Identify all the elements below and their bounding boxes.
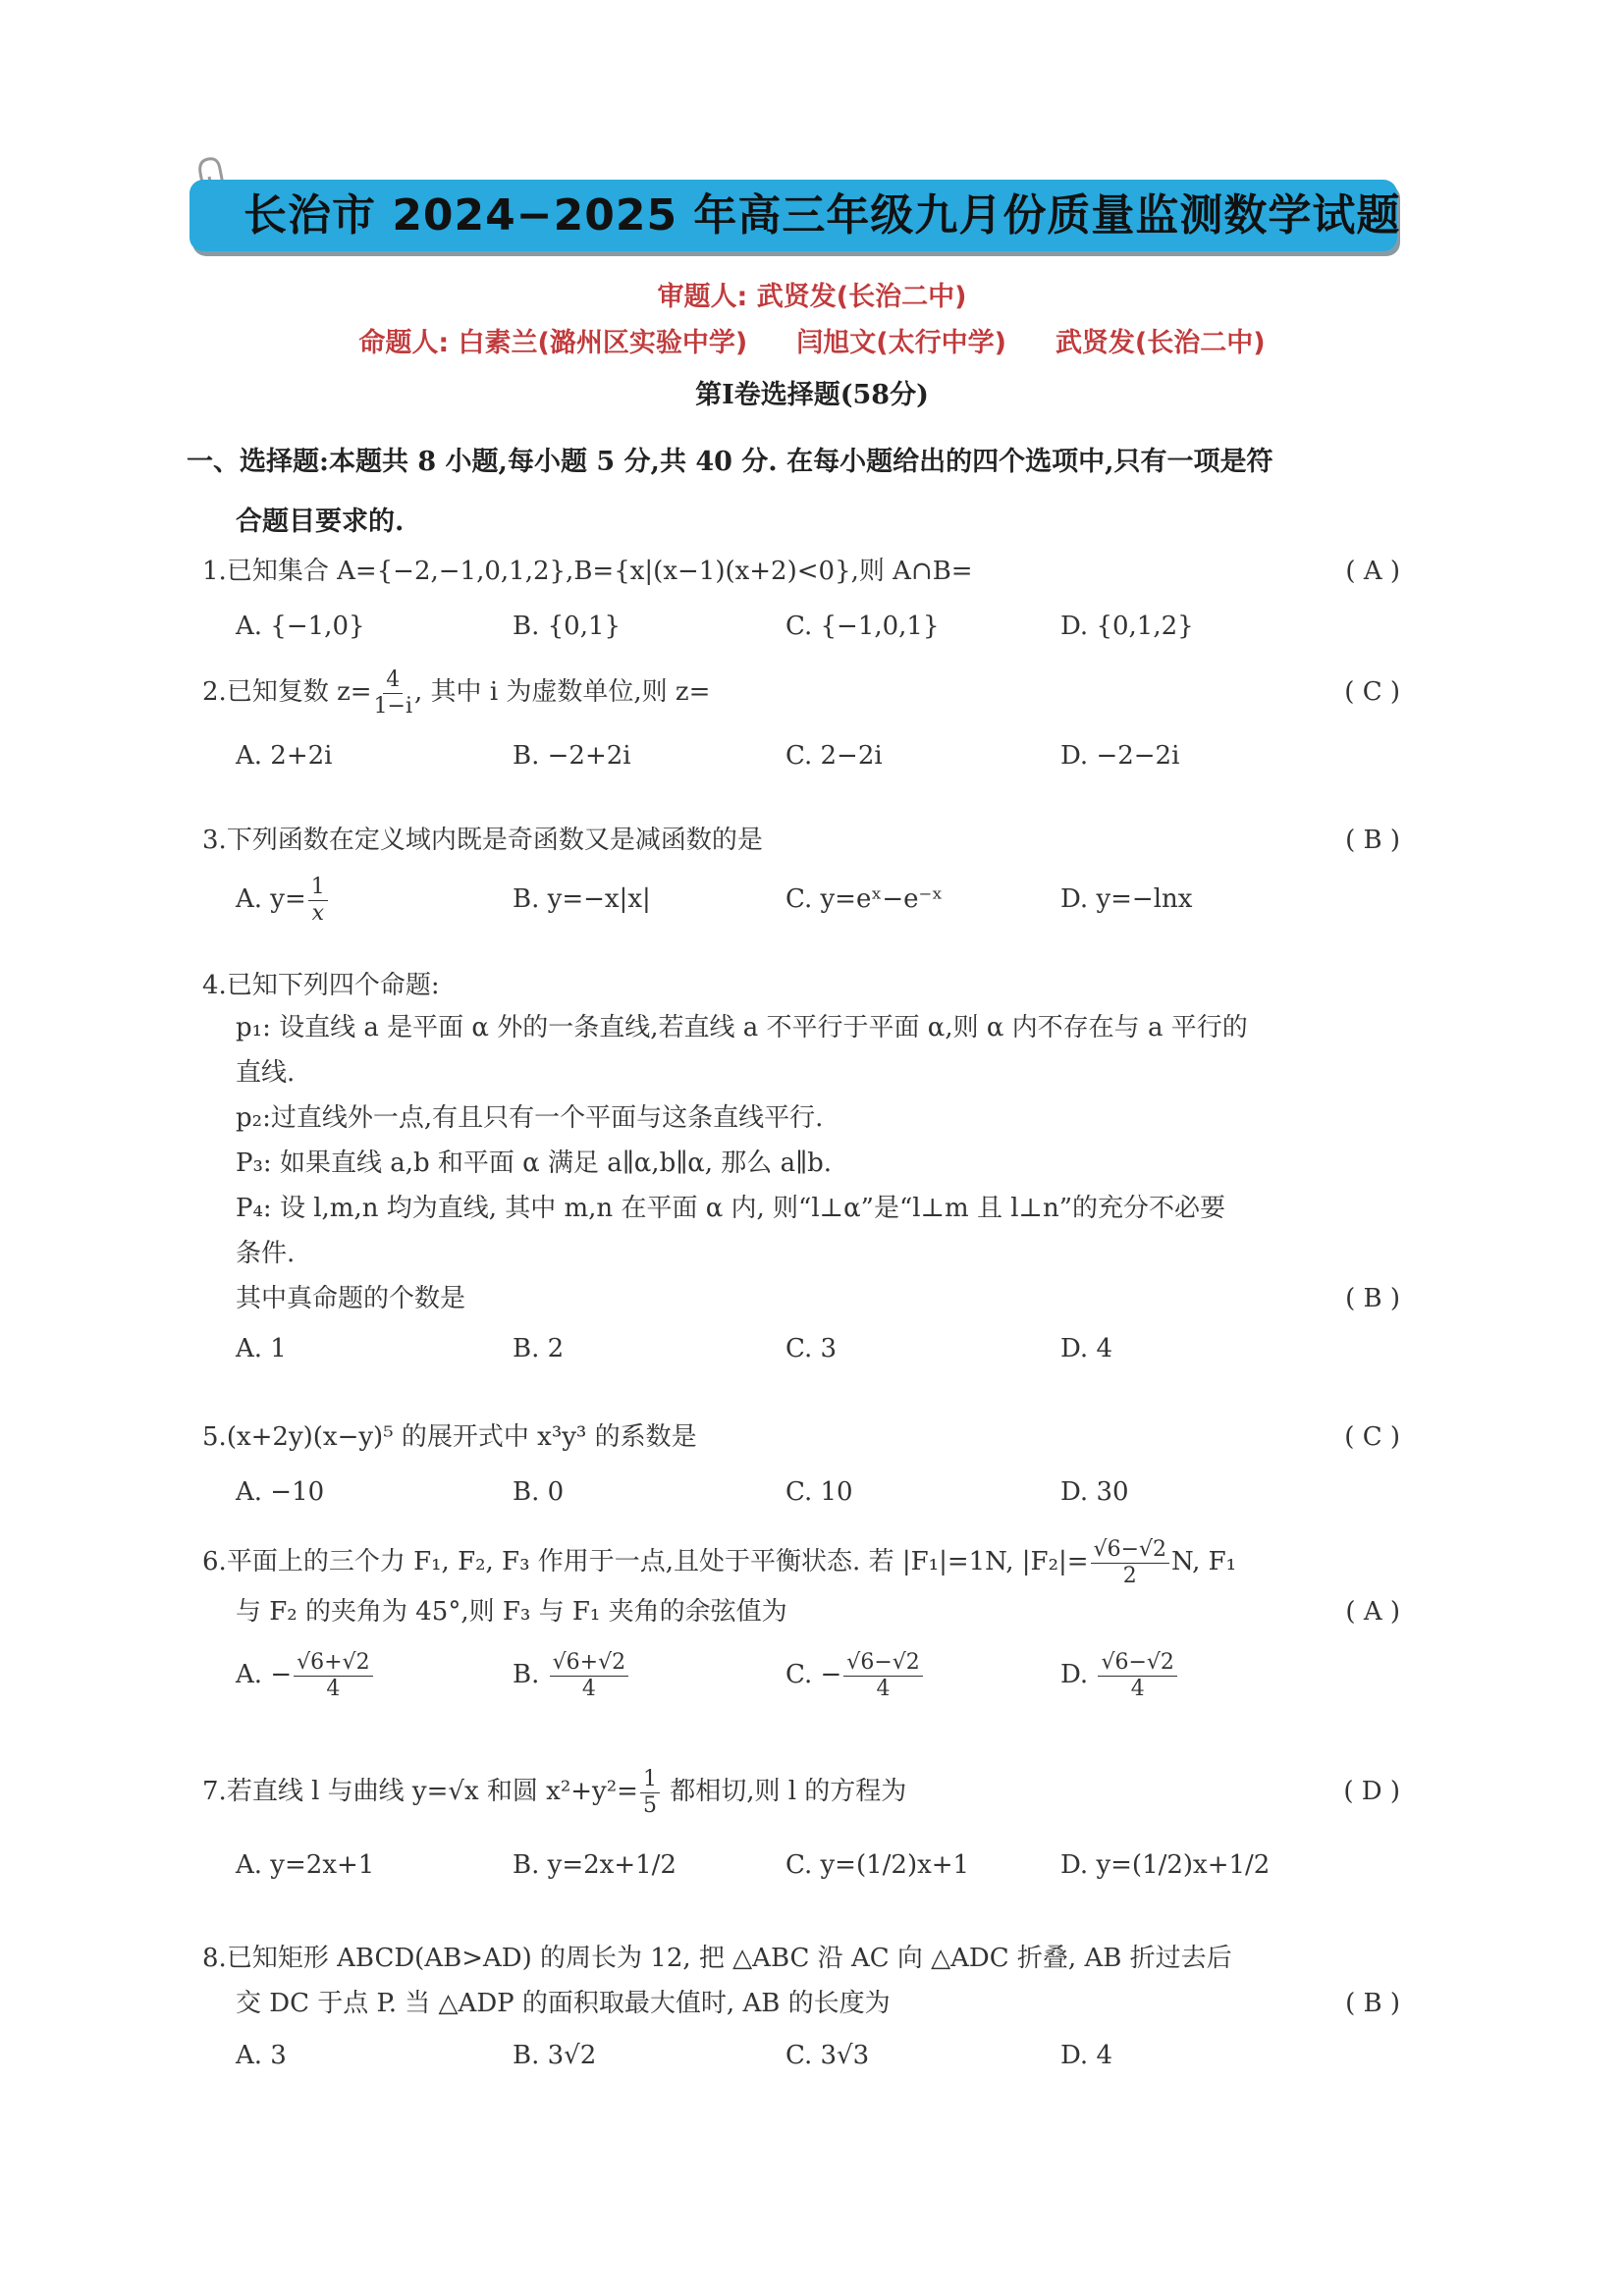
denominator: 4 <box>326 1676 341 1701</box>
option-a: A. 2+2i <box>236 741 333 771</box>
option-d: D. −2−2i <box>1060 741 1180 771</box>
question-stem-cont: N, F₁ <box>1171 1547 1237 1576</box>
question-stem: 已知集合 A={−2,−1,0,1,2},B={x|(x−1)(x+2)<0},则 A∩B= <box>226 557 973 586</box>
option-a <box>236 1645 375 1704</box>
question-2 <box>202 664 1400 777</box>
fraction <box>1098 1650 1176 1702</box>
option-d: D. 30 <box>1060 1477 1129 1507</box>
option-c: C. {−1,0,1} <box>785 612 940 641</box>
fraction <box>1091 1537 1169 1589</box>
option-c: C. y=(1/2)x+1 <box>785 1850 970 1880</box>
option-a: A. y=2x+1 <box>236 1850 375 1880</box>
option-c: C. 3 <box>785 1334 838 1363</box>
denominator: 1−i <box>373 693 413 719</box>
option-label: C. <box>785 1660 813 1689</box>
numerator: √6−√2 <box>1091 1537 1169 1564</box>
authors-line <box>0 321 1624 359</box>
option-a <box>236 870 330 929</box>
question-prompt: 其中真命题的个数是 <box>236 1284 466 1313</box>
question-stem: 已知复数 z= <box>226 677 372 707</box>
option-label: D. <box>1060 1660 1089 1689</box>
answer-mark: ( C ) <box>1344 677 1400 707</box>
option-c: C. y=eˣ−e⁻ˣ <box>785 884 944 914</box>
option-d: D. y=−lnx <box>1060 884 1193 914</box>
answer-mark: ( B ) <box>1345 1989 1400 2018</box>
fraction <box>843 1650 922 1702</box>
numerator: √6−√2 <box>1098 1650 1176 1677</box>
fraction <box>550 1650 628 1702</box>
option-b: B. y=2x+1/2 <box>513 1850 677 1880</box>
denominator: 5 <box>642 1792 657 1818</box>
question-stem-cont: , 其中 i 为虚数单位,则 z= <box>414 677 711 707</box>
question-stem: (x+2y)(x−y)⁵ 的展开式中 x³y³ 的系数是 <box>226 1422 697 1452</box>
option-b <box>513 1645 630 1704</box>
option-b: B. 3√2 <box>513 2041 597 2070</box>
option-b: B. 0 <box>513 1477 565 1507</box>
question-3 <box>202 821 1400 929</box>
option-label: A. <box>236 1660 263 1689</box>
numerator: 1 <box>640 1767 660 1793</box>
option-b: B. {0,1} <box>513 612 622 641</box>
answer-mark: ( B ) <box>1345 1284 1400 1313</box>
option-a: A. {−1,0} <box>236 612 365 641</box>
question-number: 6. <box>202 1547 227 1576</box>
option-b: B. y=−x|x| <box>513 884 651 914</box>
question-number: 3. <box>202 826 227 855</box>
question-stem-line-2: 交 DC 于点 P. 当 △ADP 的面积取最大值时, AB 的长度为 <box>236 1989 891 2018</box>
fraction <box>308 875 328 927</box>
option-a: A. 3 <box>236 2041 287 2070</box>
answer-mark: ( C ) <box>1344 1422 1400 1452</box>
question-number: 8. <box>202 1944 227 1973</box>
option-d <box>1060 1645 1179 1704</box>
exam-title: 长治市 2024−2025 年高三年级九月份质量监测数学试题 <box>244 190 1401 240</box>
question-stem: 已知矩形 ABCD(AB>AD) 的周长为 12, 把 △ABC 沿 AC 向 △ADC 折叠, AB 折过去后 <box>226 1944 1232 1973</box>
question-stem: 已知下列四个命题: <box>226 971 440 1000</box>
option-b: B. 2 <box>513 1334 565 1363</box>
option-c: C. 2−2i <box>785 741 883 771</box>
question-number: 1. <box>202 557 227 586</box>
question-stem-cont: 都相切,则 l 的方程为 <box>661 1777 907 1806</box>
proposition-p4-cont: 条件. <box>236 1239 296 1268</box>
option-d: D. y=(1/2)x+1/2 <box>1060 1850 1271 1880</box>
numerator: 1 <box>308 875 328 901</box>
denominator: x <box>311 900 324 926</box>
option-b: B. −2+2i <box>513 741 631 771</box>
answer-mark: ( D ) <box>1343 1777 1400 1806</box>
denominator: 4 <box>876 1676 891 1701</box>
option-c <box>785 1645 925 1704</box>
denominator: 2 <box>1122 1563 1137 1588</box>
question-stem-line-2: 与 F₂ 的夹角为 45°,则 F₃ 与 F₁ 夹角的余弦值为 <box>236 1597 787 1627</box>
option-sign: − <box>820 1660 842 1689</box>
proposition-p4: P₄: 设 l,m,n 均为直线, 其中 m,n 在平面 α 内, 则“l⊥α”是“l⊥m 且 l⊥n”的充分不必要 <box>236 1194 1226 1223</box>
proposition-p1-cont: 直线. <box>236 1058 296 1088</box>
question-6 <box>202 1531 1400 1704</box>
option-a: A. −10 <box>236 1477 325 1507</box>
question-4 <box>202 966 1400 1370</box>
numerator: √6−√2 <box>843 1650 922 1677</box>
answer-mark: ( B ) <box>1345 826 1400 855</box>
option-a-prefix: A. y= <box>236 884 306 914</box>
option-a: A. 1 <box>236 1334 287 1363</box>
question-number: 2. <box>202 677 227 707</box>
fraction <box>374 667 412 720</box>
author-1: 命题人: 白素兰(潞州区实验中学) <box>358 328 748 358</box>
option-d: D. {0,1,2} <box>1060 612 1194 641</box>
option-d: D. 4 <box>1060 1334 1112 1363</box>
option-d: D. 4 <box>1060 2041 1112 2070</box>
proposition-p3: P₃: 如果直线 a,b 和平面 α 满足 a∥α,b∥α, 那么 a∥b. <box>236 1148 832 1178</box>
author-3: 武贤发(长治二中) <box>1055 328 1266 358</box>
question-stem: 若直线 l 与曲线 y=√x 和圆 x²+y²= <box>226 1777 638 1806</box>
title-banner <box>189 180 1401 251</box>
question-7 <box>202 1763 1400 1895</box>
option-sign: − <box>270 1660 293 1689</box>
section-title: 第Ⅰ卷选择题(58分) <box>695 380 929 410</box>
fraction <box>294 1650 372 1702</box>
denominator: 4 <box>581 1676 596 1701</box>
numerator: √6+√2 <box>294 1650 372 1677</box>
reviewer-line: 审题人: 武贤发(长治二中) <box>657 282 967 312</box>
instructions-line-1: 一、选择题:本题共 8 小题,每小题 5 分,共 40 分. 在每小题给出的四个选项中,只有一项是符 <box>187 447 1273 477</box>
question-number: 5. <box>202 1422 227 1452</box>
answer-mark: ( A ) <box>1345 557 1400 586</box>
question-1 <box>202 552 1400 648</box>
question-stem: 平面上的三个力 F₁, F₂, F₃ 作用于一点,且处于平衡状态. 若 |F₁|=1N, |F₂|= <box>226 1547 1089 1576</box>
denominator: 4 <box>1130 1676 1145 1701</box>
numerator: √6+√2 <box>550 1650 628 1677</box>
option-c: C. 10 <box>785 1477 853 1507</box>
fraction <box>640 1767 660 1819</box>
proposition-p2: p₂:过直线外一点,有且只有一个平面与这条直线平行. <box>236 1103 824 1133</box>
question-5 <box>202 1417 1400 1514</box>
section-instructions <box>187 432 1404 552</box>
question-number: 4. <box>202 971 227 1000</box>
question-number: 7. <box>202 1777 227 1806</box>
option-c: C. 3√3 <box>785 2041 870 2070</box>
numerator: 4 <box>383 667 403 694</box>
question-stem: 下列函数在定义域内既是奇函数又是减函数的是 <box>226 826 763 855</box>
instructions-line-2: 合题目要求的. <box>236 507 405 537</box>
answer-mark: ( A ) <box>1345 1597 1400 1627</box>
question-8 <box>202 1936 1400 2077</box>
author-2: 闫旭文(太行中学) <box>796 328 1006 358</box>
option-label: B. <box>513 1660 540 1689</box>
proposition-p1: p₁: 设直线 a 是平面 α 外的一条直线,若直线 a 不平行于平面 α,则 α 内不存在与 a 平行的 <box>236 1013 1248 1042</box>
